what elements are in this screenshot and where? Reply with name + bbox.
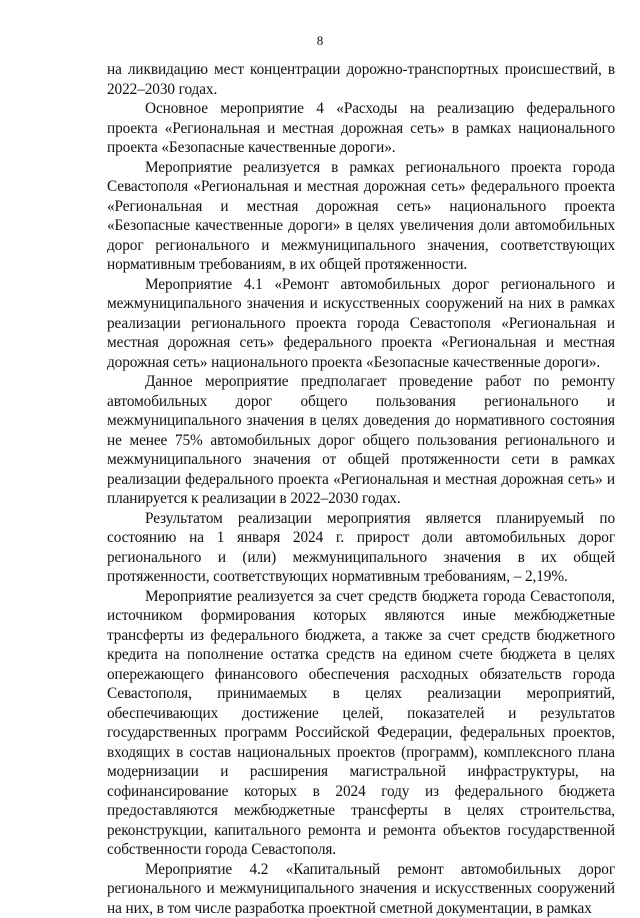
paragraph-activity-purpose: Мероприятие реализуется в рамках регионального проекта города Севастополя «Региональная и местная дорожная сеть» федерального проекта «Региональная и местная дорожная сеть» национального проекта «Безопасные качественные дороги» в целях увеличения доли автомобильных дорог регионального и межмуниципального значения, соответствующих нормативным требованиям, в их общей протяженности.	[107, 158, 615, 275]
paragraph-financing: Мероприятие реализуется за счет средств бюджета города Севастополя, источником формирования которых являются иные межбюджетные трансферты из федерального бюджета, а также за счет средств бюджетного кредита на пополнение остатка средств на едином счете бюджета в целях опережающего финансового обеспечения расходных обязательств города Севастополя, принимаемых в целях реализации мероприятий, обеспечивающих достижение целей, показателей и результатов государственных программ Российской Федерации, федеральных проектов, входящих в состав национальных проектов (программ), комплексного плана модернизации и расширения магистральной инфраструктуры, на софинансирование которых в 2024 году из федерального бюджета предоставляются межбюджетные трансферты в целях строительства, реконструкции, капитального ремонта и ремонта объектов государственной собственности города Севастополя.	[107, 587, 615, 860]
paragraph-activity-description: Данное мероприятие предполагает проведение работ по ремонту автомобильных дорог общего пользования регионального и межмуниципального значения в целях доведения до нормативного состояния не менее 75% автомобильных дорог общего пользования регионального и межмуниципального значения от общей протяженности сети в рамках реализации федерального проекта «Региональная и местная дорожная сеть» и планируется к реализации в 2022–2030 годах.	[107, 372, 615, 509]
document-body	[107, 60, 615, 918]
paragraph-activity-result: Результатом реализации мероприятия является планируемый по состоянию на 1 января 2024 г. прирост доли автомобильных дорог регионального и (или) межмуниципального значения в их общей протяженности, соответствующих нормативным требованиям, – 2,19%.	[107, 509, 615, 587]
paragraph-continuation: на ликвидацию мест концентрации дорожно-транспортных происшествий, в 2022–2030 годах.	[107, 60, 615, 99]
page-number: 8	[0, 34, 640, 47]
paragraph-activity-4-1: Мероприятие 4.1 «Ремонт автомобильных дорог регионального и межмуниципального значения и искусственных сооружений на них в рамках реализации регионального проекта города Севастополя «Региональная и местная дорожная сеть» федерального проекта «Региональная и местная дорожная сеть» национального проекта «Безопасные качественные дороги».	[107, 275, 615, 373]
paragraph-activity-4-2: Мероприятие 4.2 «Капитальный ремонт автомобильных дорог регионального и межмуниципального значения и искусственных сооружений на них, в том числе разработка проектной сметной документации, в рамках	[107, 860, 615, 918]
paragraph-main-activity-4: Основное мероприятие 4 «Расходы на реализацию федерального проекта «Региональная и местная дорожная сеть» в рамках национального проекта «Безопасные качественные дороги».	[107, 99, 615, 158]
